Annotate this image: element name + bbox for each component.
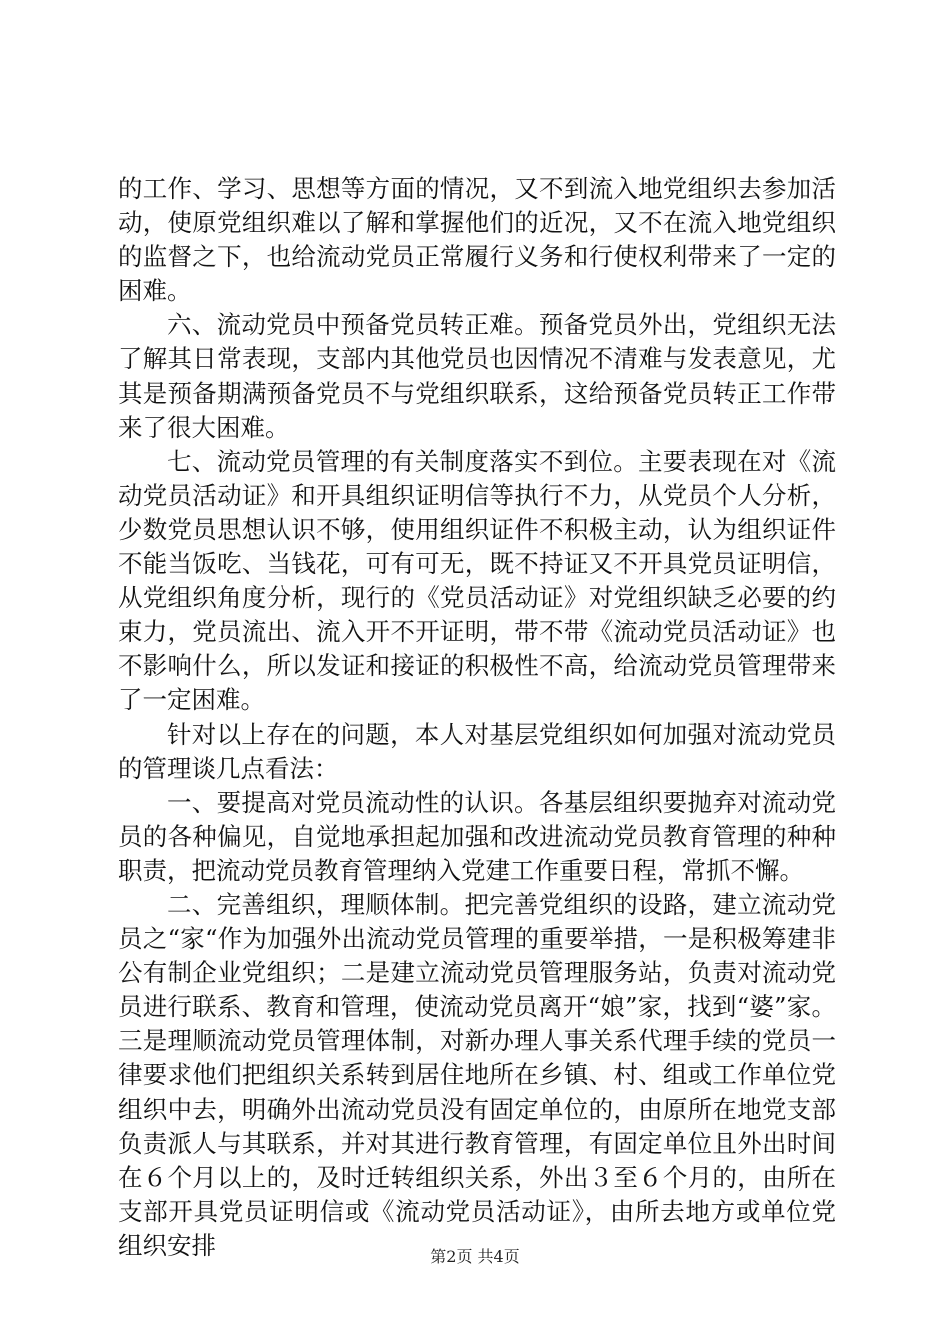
paragraph-continued: 的工作、学习、思想等方面的情况，又不到流入地党组织去参加活动，使原党组织难以了解和掌握他们的近况，又不在流入地党组织的监督之下，也给流动党员正常履行义务和行使权利带来了一定的困难。 (118, 174, 836, 306)
paragraph-suggestion-one: 一、要提高对党员流动性的认识。各基层组织要抛弃对流动党员的各种偏见，自觉地承担起加强和改进流动党员教育管理的种种职责，把流动党员教育管理纳入党建工作重要日程，常抓不懈。 (118, 787, 836, 885)
paragraph-point-six: 六、流动党员中预备党员转正难。预备党员外出，党组织无法了解其日常表现，支部内其他党员也因情况不清难与发表意见，尤其是预备期满预备党员不与党组织联系，这给预备党员转正工作带来了很大困难。 (118, 310, 836, 442)
page-footer: 第2页 共4页 (430, 1247, 520, 1266)
paragraph-suggestions-intro: 针对以上存在的问题，本人对基层党组织如何加强对流动党员的管理谈几点看法： (118, 719, 836, 783)
document-body (118, 172, 836, 1263)
paragraph-point-seven: 七、流动党员管理的有关制度落实不到位。主要表现在对《流动党员活动证》和开具组织证明信等执行不力，从党员个人分析，少数党员思想认识不够，使用组织证件不积极主动，认为组织证件不能当饭吃、当钱花，可有可无，既不持证又不开具党员证明信，从党组织角度分析，现行的《党员活动证》对党组织缺乏必要的约束力，党员流出、流入开不开证明，带不带《流动党员活动证》也不影响什么，所以发证和接证的积极性不高，给流动党员管理带来了一定困难。 (118, 446, 836, 715)
paragraph-suggestion-two: 二、完善组织，理顺体制。把完善党组织的设路，建立流动党员之“家“作为加强外出流动党员管理的重要举措，一是积极筹建非公有制企业党组织；二是建立流动党员管理服务站，负责对流动党员进行联系、教育和管理，使流动党员离开“娘”家，找到“婆”家。三是理顺流动党员管理体制，对新办理人事关系代理手续的党员一律要求他们把组织关系转到居住地所在乡镇、村、组或工作单位党组织中去，明确外出流动党员没有固定单位的，由原所在地党支部负责派人与其联系，并对其进行教育管理，有固定单位且外出时间在６个月以上的，及时迁转组织关系，外出３至６个月的，由所在支部开具党员证明信或《流动党员活动证》，由所去地方或单位党组织安排 (118, 889, 836, 1260)
